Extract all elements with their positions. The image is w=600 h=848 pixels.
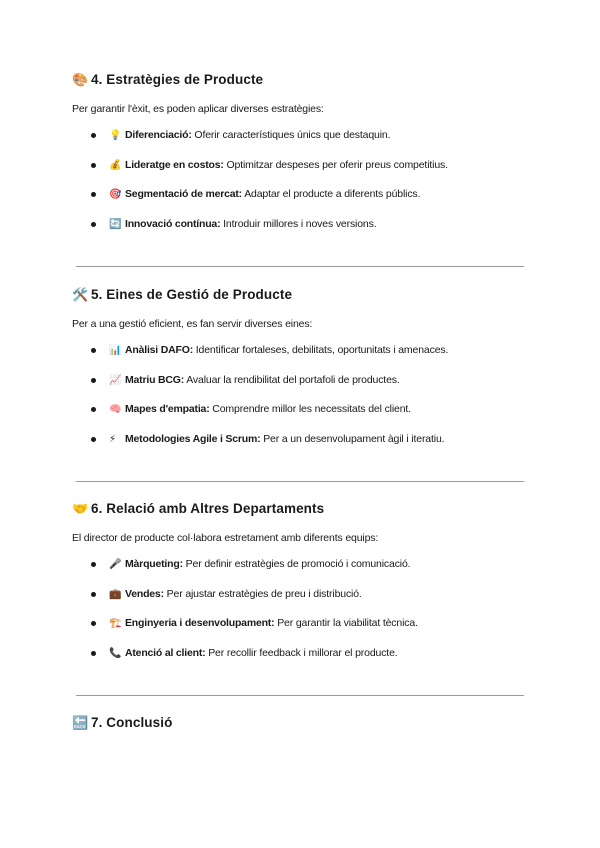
handshake-icon: 🤝 [72, 501, 89, 516]
item-text: Comprendre millor les necessitats del client. [212, 403, 411, 415]
item-text: Per definir estratègies de promoció i comunicació. [185, 558, 411, 570]
item-term: Vendes: [125, 587, 164, 600]
bar-chart-icon: 📊 [109, 345, 122, 356]
bullet-icon [91, 378, 96, 383]
item-text: Per recollir feedback i millorar el producte. [208, 646, 398, 659]
list-item [72, 343, 528, 373]
money-bag-icon: 💰 [109, 159, 122, 171]
tools-icon: 🛠️ [72, 287, 89, 302]
list-item [72, 373, 528, 403]
bullet-icon [91, 163, 96, 168]
item-term: Matriu BCG: [125, 373, 185, 386]
section-heading [72, 714, 528, 732]
section-heading [72, 500, 528, 518]
bullet-icon [91, 192, 96, 197]
bullet-icon [91, 222, 96, 227]
section-title: 5. Eines de Gestió de Producte [91, 287, 293, 302]
section-relacio [72, 500, 528, 659]
bullet-icon [91, 592, 96, 597]
bullet-icon [91, 562, 96, 567]
briefcase-icon: 💼 [109, 588, 122, 600]
item-text: Per a un desenvolupament àgil i iteratiu. [263, 432, 445, 445]
item-text: Adaptar el producte a diferents públics. [244, 188, 421, 200]
bullet-icon [91, 348, 96, 353]
list-item [72, 646, 528, 676]
back-arrow-icon: 🔙 [72, 715, 89, 730]
section-eines [72, 286, 528, 445]
section-divider [76, 695, 524, 696]
list-item [72, 587, 528, 617]
section-heading [72, 286, 528, 304]
item-text: Per garantir la viabilitat tècnica. [277, 617, 418, 629]
list-item [72, 557, 528, 587]
section-conclusio [72, 714, 528, 732]
item-text: Optimitzar despeses per oferir preus competitius. [226, 158, 448, 171]
item-term: Diferenciació: [125, 129, 192, 141]
chart-increasing-icon: 📈 [109, 374, 122, 386]
palette-icon: 🎨 [72, 72, 89, 87]
item-term: Segmentació de mercat: [125, 188, 242, 200]
lightning-icon: ⚡ [109, 433, 116, 445]
section-intro: Per a una gestió eficient, es fan servir diverses eines: [72, 318, 313, 330]
strategy-list [72, 128, 528, 246]
item-term: Metodologies Agile i Scrum: [125, 432, 261, 445]
item-term: Innovació contínua: [125, 217, 221, 230]
target-icon: 🎯 [109, 189, 122, 200]
item-term: Atenció al client: [125, 646, 206, 659]
item-term: Màrqueting: [125, 558, 183, 570]
bullet-icon [91, 651, 96, 656]
list-item [72, 128, 528, 158]
item-term: Enginyeria i desenvolupament: [125, 617, 275, 629]
item-text: Oferir característiques únics que destaquin. [194, 129, 391, 141]
item-term: Mapes d'empatia: [125, 403, 210, 415]
brain-icon: 🧠 [109, 404, 122, 415]
tools-list [72, 343, 528, 461]
item-term: Anàlisi DAFO: [125, 344, 193, 356]
section-estrategies [72, 71, 528, 230]
item-text: Per ajustar estratègies de preu i distribució. [166, 587, 362, 600]
section-divider [76, 266, 524, 267]
list-item [72, 217, 528, 247]
bullet-icon [91, 133, 96, 138]
construction-icon: 🏗️ [109, 618, 122, 629]
list-item [72, 402, 528, 432]
bullet-icon [91, 437, 96, 442]
section-divider [76, 481, 524, 482]
section-title: 6. Relació amb Altres Departaments [91, 501, 325, 516]
item-text: Identificar fortaleses, debilitats, oportunitats i amenaces. [195, 344, 449, 356]
section-title: 7. Conclusió [91, 715, 173, 730]
light-bulb-icon: 💡 [109, 130, 122, 141]
refresh-icon: 🔄 [109, 218, 122, 230]
list-item [72, 158, 528, 188]
section-title: 4. Estratègies de Producte [91, 72, 264, 87]
telephone-icon: 📞 [109, 647, 122, 659]
microphone-icon: 🎤 [109, 559, 122, 570]
departments-list [72, 557, 528, 675]
item-term: Lideratge en costos: [125, 158, 224, 171]
section-intro: Per garantir l'èxit, es poden aplicar diverses estratègies: [72, 103, 324, 115]
list-item [72, 616, 528, 646]
item-text: Avaluar la rendibilitat del portafoli de productes. [186, 373, 400, 386]
section-heading [72, 71, 528, 89]
item-text: Introduir millores i noves versions. [223, 217, 377, 230]
list-item [72, 432, 528, 462]
list-item [72, 187, 528, 217]
bullet-icon [91, 621, 96, 626]
bullet-icon [91, 407, 96, 412]
section-intro: El director de producte col·labora estretament amb diferents equips: [72, 532, 379, 544]
